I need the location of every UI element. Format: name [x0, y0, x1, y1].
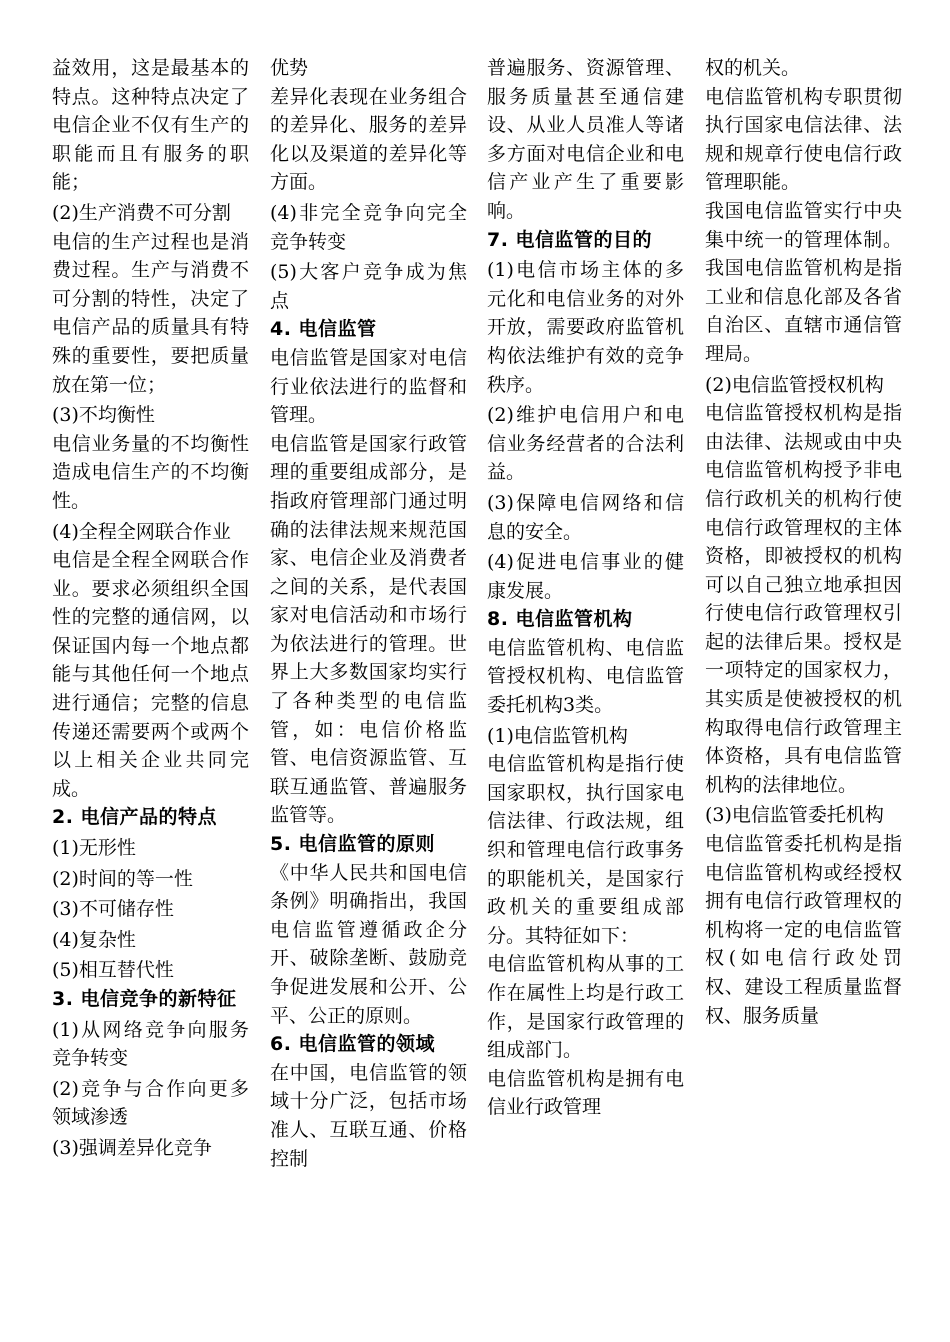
section-heading: 5. 电信监管的原则 [270, 833, 436, 856]
paragraph: 我国电信监管实行中央集中统一的管理体制。我国电信监管机构是指工业和信息化部及各省自治区、直辖市通信管理局。 [705, 199, 902, 365]
section-heading: 2. 电信产品的特点 [52, 806, 218, 829]
paragraph: 在中国，电信监管的领域十分广泛，包括市场准人、互联互通、价格控制 [270, 1061, 467, 1170]
paragraph: 差异化表现在业务组合的差异化、服务的差异化以及渠道的差异化等方面。 [270, 85, 467, 194]
paragraph: 电信监管机构从事的工作在属性上均是行政工作，是国家行政管理的组成部门。 [487, 953, 684, 1062]
paragraph: (4)促进电信事业的健康发展。 [487, 551, 684, 602]
paragraph: 电信监管是国家行政管理的重要组成部分，是指政府管理部门通过明确的法律法规来规范国家、电信企业及消费者之间的关系，是代表国家对电信活动和市场行为依法进行的管理。世界上大多数国家均实行了各种类型的电信监管，如：电信价格监管、电信资源监管、互联互通监管、普遍服务监管等。 [270, 432, 467, 827]
paragraph: (5)大客户竞争成为焦点 [270, 261, 467, 312]
section-heading: 7. 电信监管的目的 [487, 228, 653, 251]
paragraph: 电信业务量的不均衡性造成电信生产的不均衡性。 [52, 432, 249, 512]
paragraph: (4)复杂性 [52, 928, 136, 951]
paragraph: 电信监管机构是拥有电信业行政管理 [487, 1067, 684, 1119]
column-4 [705, 54, 902, 1030]
paragraph: 电信的生产过程也是消费过程。生产与消费不可分割的特性，决定了电信产品的质量具有特殊的重要性，要把质量放在第一位； [52, 230, 249, 396]
column-2 [270, 54, 467, 1173]
paragraph: (2)电信监管授权机构 [705, 373, 884, 396]
paragraph: 电信监管委托机构是指电信监管机构或经授权拥有电信行政管理权的机构将一定的电信监管权(如电信行政处罚权、建设工程质量监督权、服务质量 [705, 833, 902, 1027]
paragraph: (2)维护电信用户和电信业务经营者的合法利益。 [487, 404, 684, 484]
paragraph: (4)全程全网联合作业 [52, 520, 231, 543]
paragraph: (4)非完全竞争向完全竞争转变 [270, 201, 467, 253]
paragraph: 电信监管机构、电信监管授权机构、电信监管委托机构3类。 [487, 636, 684, 717]
paragraph: 电信监管机构是指行使国家职权，执行国家电信法律、行政法规，组织和管理电信行政事务的职能机关，是国家行政机关的重要组成部分。其特征如下： [487, 753, 684, 947]
paragraph: 电信监管授权机构是指由法律、法规或由中央电信监管机构授予非电信行政机关的机构行使电信行政管理权的主体资格，即被授权的机构可以自己独立地承担因行使电信行政管理权引起的法律后果。授权是一项特定的国家权力，其实质是使被授权的机构取得电信行政管理主体资格，具有电信监管机构的法律地位。 [705, 402, 902, 796]
paragraph: (2)竞争与合作向更多领域渗透 [52, 1077, 249, 1129]
section-heading: 8. 电信监管机构 [487, 608, 633, 631]
paragraph: 电信监管机构专职贯彻执行国家电信法律、法规和规章行使电信行政管理职能。 [705, 85, 902, 194]
paragraph: (1)从网络竞争向服务竞争转变 [52, 1018, 249, 1070]
paragraph: 益效用，这是最基本的特点。这种特点决定了电信企业不仅有生产的职能而且有服务的职能； [52, 57, 249, 194]
column-3 [487, 54, 684, 1122]
section-heading: 3. 电信竞争的新特征 [52, 988, 237, 1010]
paragraph: 《中华人民共和国电信条例》明确指出，我国电信监管遵循政企分开、破除垄断、鼓励竞争促进发展和公开、公平、公正的原则。 [270, 861, 467, 1027]
paragraph: (1)电信监管机构 [487, 724, 628, 747]
paragraph: (2)生产消费不可分割 [52, 201, 231, 224]
column-1 [52, 54, 249, 1163]
paragraph: 电信监管是国家对电信行业依法进行的监督和管理。 [270, 346, 467, 427]
paragraph: 电信是全程全网联合作业。要求必须组织全国性的完整的通信网，以保证国内每一个地点都能与其他任何一个地点进行通信；完整的信息传递还需要两个或两个以上相关企业共同完成。 [52, 549, 249, 800]
paragraph: (2)时间的等一性 [52, 867, 193, 890]
section-heading: 6. 电信监管的领域 [270, 1033, 436, 1056]
section-heading: 4. 电信监管 [270, 318, 377, 341]
paragraph: 普遍服务、资源管理、服务质量甚至通信建设、从业人员准人等诸多方面对电信企业和电信产业产生了重要影响。 [487, 57, 684, 222]
paragraph: (3)强调差异化竞争 [52, 1136, 212, 1159]
paragraph: (3)电信监管委托机构 [705, 804, 884, 827]
paragraph: 优势 [270, 57, 309, 79]
paragraph: (1)电信市场主体的多元化和电信业务的对外开放，需要政府监管机构依法维护有效的竞争秩序。 [487, 259, 684, 396]
paragraph: (3)不均衡性 [52, 404, 155, 427]
paragraph: (5)相互替代性 [52, 959, 174, 982]
paragraph: (3)不可储存性 [52, 898, 174, 921]
paragraph: (3)保障电信网络和信息的安全。 [487, 491, 684, 543]
paragraph: 权的机关。 [705, 57, 801, 79]
paragraph: (1)无形性 [52, 837, 136, 860]
